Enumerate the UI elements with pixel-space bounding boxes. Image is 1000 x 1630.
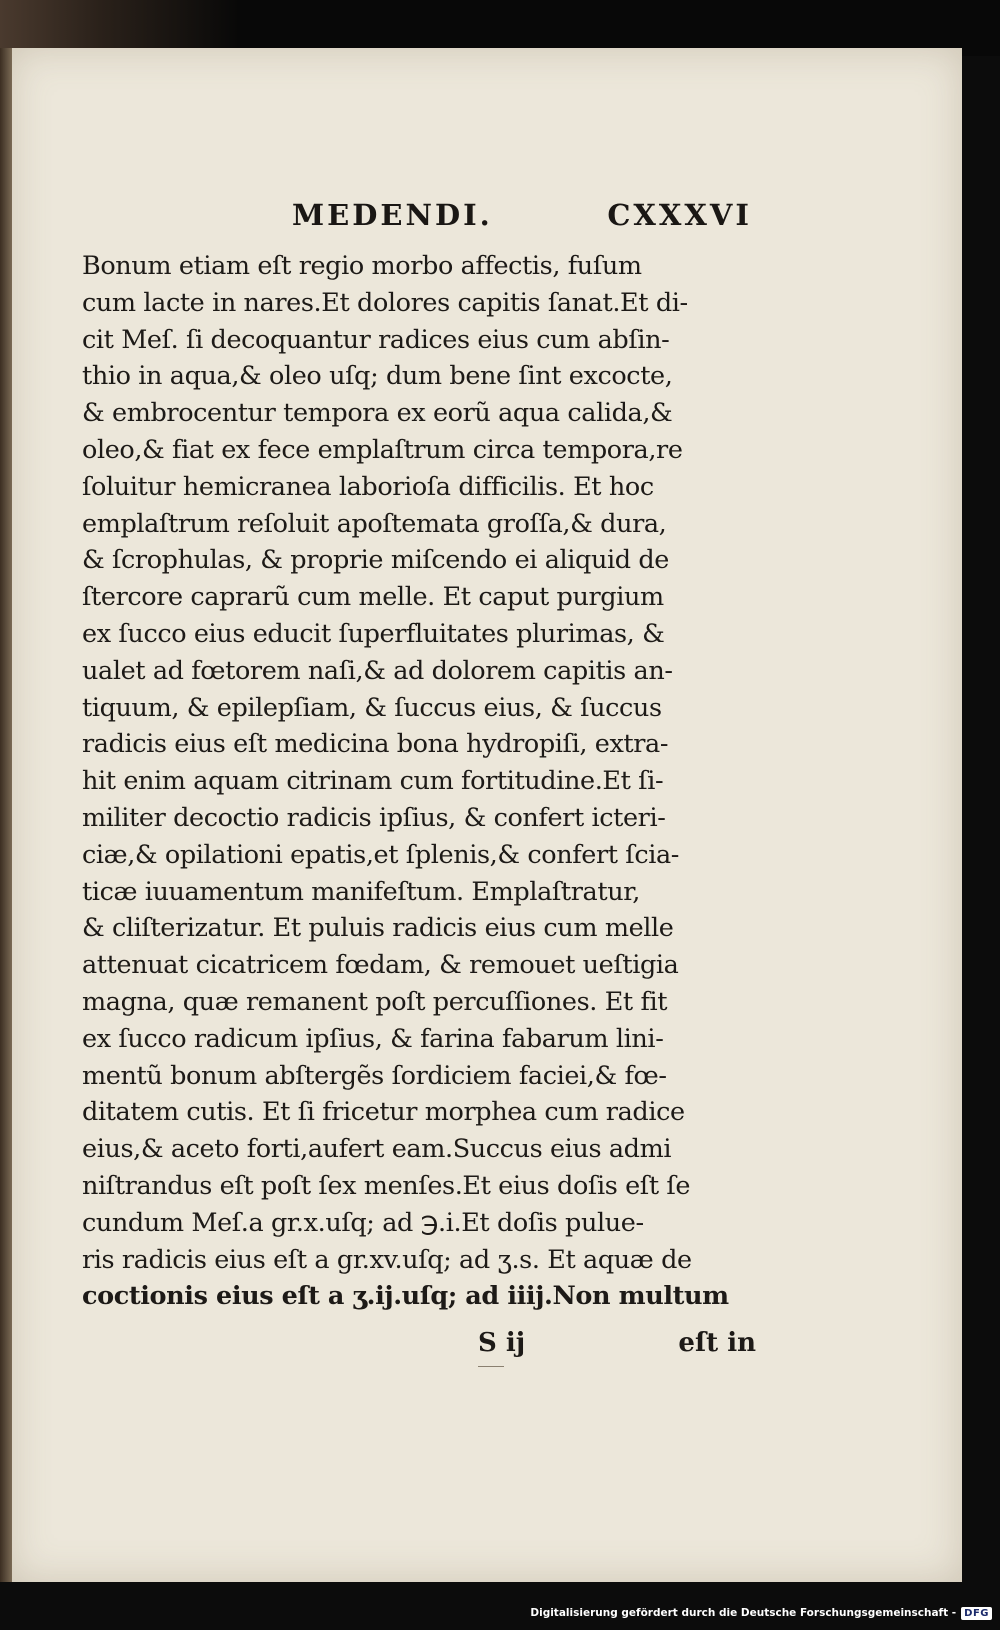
text-line: tiquum, & epilepſiam, & ſuccus eius, & ſuccus bbox=[82, 692, 662, 723]
text-line: coctionis eius eſt a ʒ.ij.uſq; ad iiij.Non multum bbox=[82, 1281, 729, 1312]
text-line: ex ſucco radicum ipſius, & farina fabarum lini- bbox=[82, 1023, 664, 1054]
text-line: ex ſucco eius educit ſuperfluitates plurimas, & bbox=[82, 618, 665, 649]
text-line: cundum Meſ.a gr.x.uſq; ad ℈.i.Et doſis pulue- bbox=[82, 1207, 644, 1238]
dfg-logo-icon: DFG bbox=[961, 1607, 992, 1620]
text-line: ualet ad fœtorem naſi,& ad dolorem capitis an- bbox=[82, 655, 673, 686]
text-line: attenuat cicatricem fœdam, & remouet ueſtigia bbox=[82, 950, 679, 981]
signature-mark: S ij bbox=[478, 1328, 526, 1358]
text-line: mentũ bonum abſtergẽs ſordiciem faciei,& fœ- bbox=[82, 1060, 667, 1091]
footer-credit: Digitalisierung gefördert durch die Deutsche Forschungsgemeinschaft - bbox=[530, 1607, 957, 1619]
text-line: emplaſtrum reſoluit apoſtemata groſſa,& dura, bbox=[82, 508, 667, 539]
binding-edge bbox=[0, 48, 12, 1582]
text-line: eius,& aceto forti,aufert eam.Succus eius admi bbox=[82, 1134, 672, 1165]
text-line: niſtrandus eſt poſt ſex menſes.Et eius doſis eſt ſe bbox=[82, 1170, 691, 1201]
text-line: militer decoctio radicis ipſius, & confert icteri- bbox=[82, 802, 666, 833]
text-line: magna, quæ remanent poſt percuſſiones. Et fit bbox=[82, 986, 668, 1017]
text-line: ticæ iuuamentum manifeſtum. Emplaſtratur, bbox=[82, 876, 640, 907]
text-line: ſtercore caprarũ cum melle. Et caput purgium bbox=[82, 582, 664, 613]
text-line: ris radicis eius eſt a gr.xv.uſq; ad ʒ.s. Et aquæ de bbox=[82, 1244, 692, 1275]
running-head-title: MEDENDI. bbox=[292, 198, 493, 232]
text-line: ciæ,& opilationi epatis,et ſplenis,& confert ſcia- bbox=[82, 839, 680, 870]
folio-number: CXXXVI bbox=[607, 198, 752, 232]
text-line: & embrocentur tempora ex eorũ aqua calida,& bbox=[82, 398, 673, 429]
text-line: ditatem cutis. Et ſi fricetur morphea cum radice bbox=[82, 1097, 685, 1128]
text-line: radicis eius eſt medicina bona hydropiſi, extra- bbox=[82, 729, 669, 760]
text-line: cum lacte in nares.Et dolores capitis ſanat.Et di- bbox=[82, 287, 688, 318]
signature-rule bbox=[478, 1366, 504, 1367]
digitization-footer bbox=[530, 1602, 992, 1624]
text-line: oleo,& fiat ex fece emplaſtrum circa tempora,re bbox=[82, 434, 683, 465]
text-line: Bonum etiam eſt regio morbo affectis, fuſum bbox=[82, 251, 642, 281]
text-line: thio in aqua,& oleo uſq; dum bene ſint excocte, bbox=[82, 361, 673, 392]
text-line: ſoluitur hemicranea laborioſa difficilis. Et hoc bbox=[82, 471, 654, 502]
text-line: & cliſterizatur. Et puluis radicis eius cum melle bbox=[82, 913, 674, 944]
text-line: hit enim aquam citrinam cum fortitudine.Et ſi- bbox=[82, 766, 664, 797]
text-line: cit Meſ. ſi decoquantur radices eius cum abſin- bbox=[82, 324, 670, 355]
text-line: & ſcrophulas, & proprie miſcendo ei aliquid de bbox=[82, 545, 669, 576]
running-head bbox=[292, 198, 752, 248]
catchword: eſt in bbox=[678, 1328, 756, 1358]
signature-line bbox=[478, 1328, 756, 1368]
body-text bbox=[82, 248, 752, 1315]
